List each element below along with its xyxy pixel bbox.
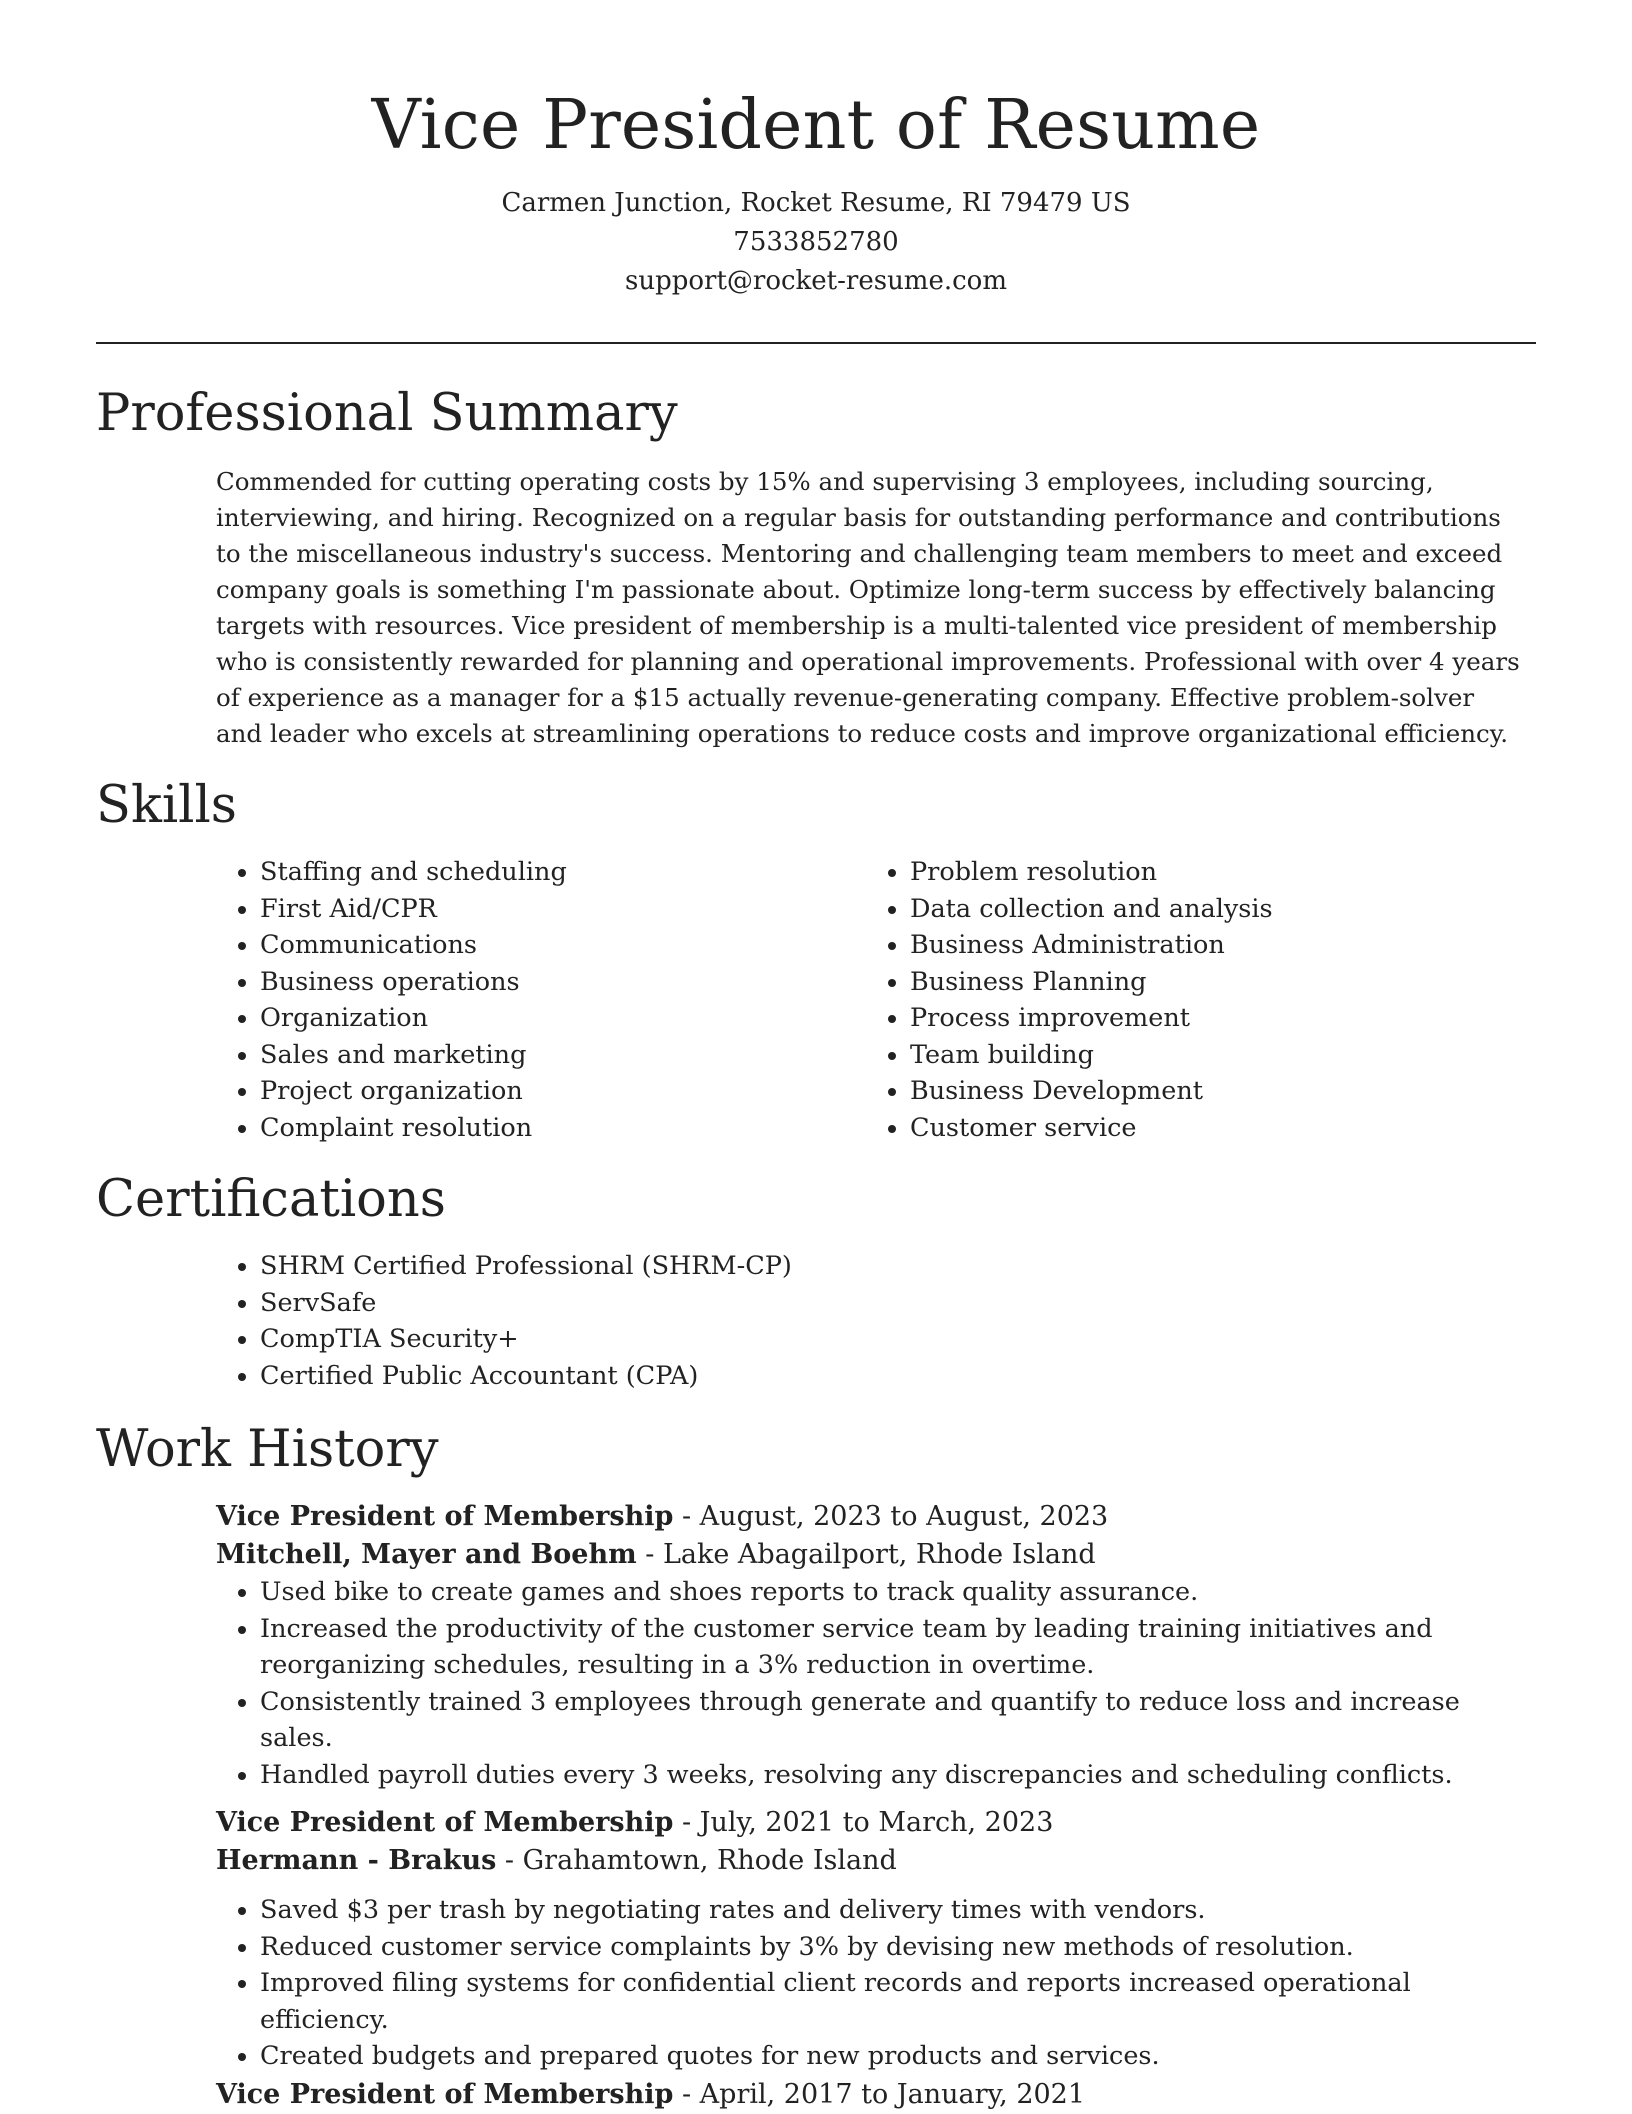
resume-header bbox=[96, 0, 1536, 301]
job-dates: - July, 2021 to March, 2023 bbox=[673, 1807, 1054, 1838]
section-title-summary: Professional Summary bbox=[96, 384, 678, 443]
job-duty-item: • Increased the productivity of the customer service team by leading training initiatives and reorganizing schedules, resulting in a 3% reduction in overtime. bbox=[260, 1611, 1536, 1684]
job-title-line bbox=[216, 1498, 1536, 1536]
job-dates: - August, 2023 to August, 2023 bbox=[673, 1501, 1109, 1532]
job-entry bbox=[216, 2076, 1536, 2114]
skill-item: • Business Administration bbox=[910, 927, 1486, 964]
job-duties bbox=[216, 1892, 1536, 2075]
job-company: Mitchell, Mayer and Boehm bbox=[216, 1539, 637, 1570]
job-company-line bbox=[216, 1842, 1536, 1880]
skill-item: • Problem resolution bbox=[910, 854, 1486, 891]
skills-column-right bbox=[866, 854, 1486, 1146]
section-title-skills: Skills bbox=[96, 776, 237, 835]
skill-item: • Complaint resolution bbox=[260, 1110, 836, 1147]
skills-column-left bbox=[216, 854, 836, 1146]
job-company: Hermann - Brakus bbox=[216, 1845, 497, 1876]
contact-info bbox=[96, 184, 1536, 301]
section-title-certifications: Certifications bbox=[96, 1170, 446, 1229]
job-duty-item: • Improved filing systems for confidential client records and reports increased operational efficiency. bbox=[260, 1965, 1536, 2038]
job-entry bbox=[216, 1498, 1536, 1793]
resume-page bbox=[96, 0, 1536, 2112]
header-divider bbox=[96, 342, 1536, 344]
job-location: - Grahamtown, Rhode Island bbox=[496, 1845, 897, 1876]
contact-phone: 7533852780 bbox=[733, 227, 899, 257]
skill-item: • Sales and marketing bbox=[260, 1037, 836, 1074]
skill-item: • Team building bbox=[910, 1037, 1486, 1074]
skill-item: • First Aid/CPR bbox=[260, 891, 836, 928]
job-entry bbox=[216, 1804, 1536, 2075]
section-title-work-history: Work History bbox=[96, 1420, 439, 1479]
skill-item: • Business Planning bbox=[910, 964, 1486, 1001]
certification-item: • CompTIA Security+ bbox=[260, 1321, 1116, 1358]
job-duty-item: • Saved $3 per trash by negotiating rates and delivery times with vendors. bbox=[260, 1892, 1536, 1929]
contact-email: support@rocket-resume.com bbox=[624, 266, 1007, 296]
job-company-line bbox=[216, 1536, 1536, 1574]
skill-item: • Organization bbox=[260, 1000, 836, 1037]
certification-item: • SHRM Certified Professional (SHRM-CP) bbox=[260, 1248, 1116, 1285]
job-duties bbox=[216, 1574, 1536, 1793]
skill-item: • Business operations bbox=[260, 964, 836, 1001]
job-duty-item: • Handled payroll duties every 3 weeks, resolving any discrepancies and scheduling conflicts. bbox=[260, 1757, 1536, 1794]
job-role: Vice President of Membership bbox=[216, 1501, 674, 1532]
skill-item: • Customer service bbox=[910, 1110, 1486, 1147]
job-duty-item: • Created budgets and prepared quotes for new products and services. bbox=[260, 2038, 1536, 2075]
certifications-list bbox=[216, 1248, 1116, 1394]
job-duty-item: • Reduced customer service complaints by 3% by devising new methods of resolution. bbox=[260, 1929, 1536, 1966]
skill-item: • Project organization bbox=[260, 1073, 836, 1110]
job-duty-item: • Used bike to create games and shoes reports to track quality assurance. bbox=[260, 1574, 1536, 1611]
resume-name: Vice President of Resume bbox=[371, 86, 1261, 165]
certification-item: • ServSafe bbox=[260, 1285, 1116, 1322]
skill-item: • Process improvement bbox=[910, 1000, 1486, 1037]
job-location: - Lake Abagailport, Rhode Island bbox=[636, 1539, 1096, 1570]
certification-item: • Certified Public Accountant (CPA) bbox=[260, 1358, 1116, 1395]
skill-item: • Communications bbox=[260, 927, 836, 964]
skill-item: • Business Development bbox=[910, 1073, 1486, 1110]
contact-address: Carmen Junction, Rocket Resume, RI 79479 US bbox=[501, 188, 1131, 218]
skill-item: • Staffing and scheduling bbox=[260, 854, 836, 891]
job-role: Vice President of Membership bbox=[216, 2079, 674, 2110]
summary-text: Commended for cutting operating costs by 15% and supervising 3 employees, including sourcing, interviewing, and hiring. Recognized on a regular basis for outstanding performance and contributions to the miscellaneous industry's success. Mentoring and challenging team members to meet and exceed company goals is something I'm passionate about. Optimize long-term success by effectively balancing targets with resources. Vice president of membership is a multi-talented vice president of membership who is consistently rewarded for planning and operational improvements. Professional with over 4 years of experience as a manager for a $15 actually revenue-generating company. Effective problem-solver and leader who excels at streamlining operations to reduce costs and improve organizational efficiency. bbox=[216, 467, 1520, 748]
job-title-line bbox=[216, 1804, 1536, 1842]
job-title-line bbox=[216, 2076, 1536, 2114]
skill-item: • Data collection and analysis bbox=[910, 891, 1486, 928]
job-duty-item: • Consistently trained 3 employees through generate and quantify to reduce loss and increase sales. bbox=[260, 1684, 1536, 1757]
job-role: Vice President of Membership bbox=[216, 1807, 674, 1838]
job-dates: - April, 2017 to January, 2021 bbox=[673, 2079, 1086, 2110]
